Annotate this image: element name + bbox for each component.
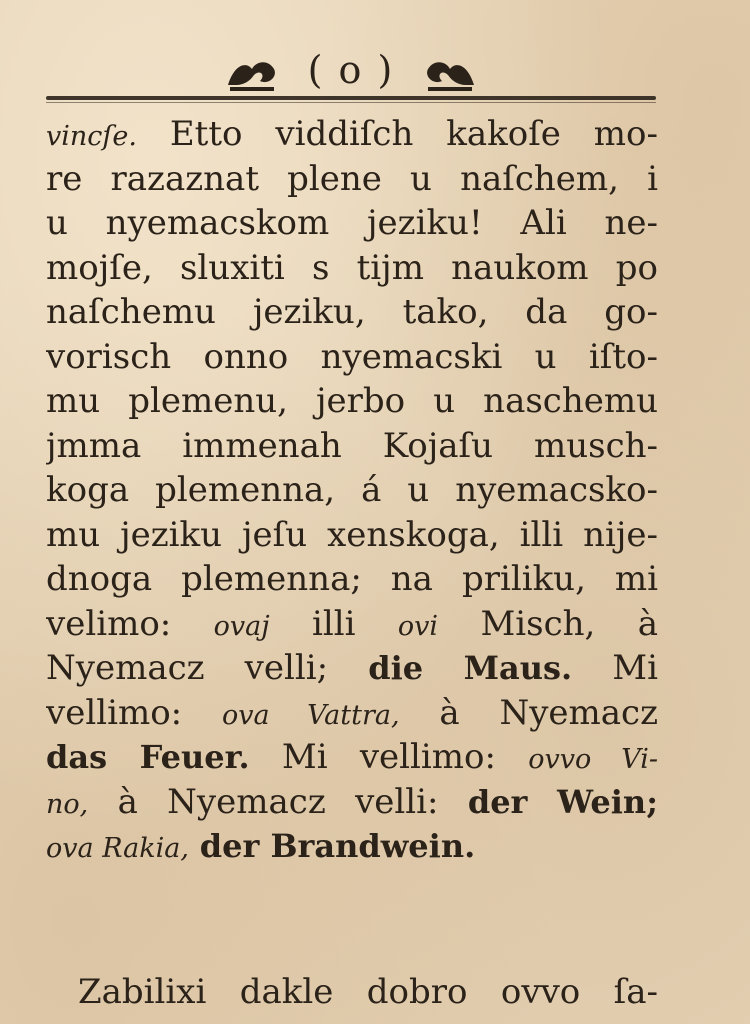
text-run: naſchemu jeziku, tako, da go- <box>46 292 658 332</box>
italic-word: ovaj <box>213 610 270 642</box>
text-run: u nyemacskom jeziku! Ali ne- <box>46 203 658 243</box>
blackletter-word: der Brandwein. <box>199 827 476 865</box>
text-run: mu jeziku jeſu xenskoga, illi nije- <box>46 514 658 555</box>
fleuron-left-icon <box>224 55 280 93</box>
page-number: ( o ) <box>307 48 395 92</box>
text-run: Mi <box>572 648 658 688</box>
next-paragraph-line: Zabilixi dakle dobro ovvo ſa- <box>78 972 658 1012</box>
text-line <box>46 290 658 335</box>
text-line <box>46 468 658 513</box>
italic-word: ova Vattra, <box>221 699 400 731</box>
text-run: Nyemacz velli; <box>46 648 369 688</box>
italic-word: no, <box>46 788 89 820</box>
text-run: jmma immenah Kojaſu musch- <box>46 425 658 466</box>
text-line <box>46 602 658 647</box>
text-run: vellimo: <box>46 692 222 733</box>
text-run: Mi vellimo: <box>249 737 529 777</box>
text-run: mu plemenu, jerbo u naschemu <box>46 381 658 421</box>
text-run: koga plemenna, á u nyemacsko- <box>46 470 658 510</box>
text-line <box>46 646 658 691</box>
text-run: vorisch onno nyemacski u iſto- <box>46 336 658 377</box>
text-line <box>46 379 658 424</box>
text-line <box>46 513 658 558</box>
header-rule <box>46 96 656 100</box>
running-header <box>46 40 656 108</box>
text-run: Misch, à <box>438 603 658 644</box>
text-line <box>46 201 658 246</box>
text-line <box>46 780 658 825</box>
text-line <box>46 246 658 291</box>
blackletter-word: das Feuer. <box>46 738 250 776</box>
text-run: velimo: <box>46 603 214 644</box>
text-run: Etto viddiſch kakoſe mo- <box>136 114 658 154</box>
text-run: illi <box>269 603 398 644</box>
blackletter-word: der Wein; <box>467 782 658 821</box>
text-line <box>46 424 658 469</box>
italic-word: vincſe. <box>46 121 137 152</box>
text-line <box>46 735 658 780</box>
fleuron-right-icon <box>422 55 478 93</box>
text-run: à Nyemacz <box>399 692 658 733</box>
text-line <box>46 824 658 869</box>
italic-word: ovi <box>397 610 439 642</box>
header-center <box>46 48 656 93</box>
text-run: re razaznat plene u naſchem, i <box>46 158 658 199</box>
italic-word: ova Rakia, <box>46 833 189 864</box>
text-line <box>46 335 658 380</box>
text-line <box>46 157 658 202</box>
text-run: dnoga plemenna; na priliku, mi <box>46 559 658 599</box>
text-line <box>46 112 658 157</box>
text-run: mojſe, sluxiti s tijm naukom po <box>46 247 658 288</box>
text-run: à Nyemacz velli: <box>88 781 468 822</box>
header-rule-thin <box>46 102 656 103</box>
text-line <box>46 691 658 736</box>
text-run <box>189 826 200 866</box>
text-line <box>46 557 658 602</box>
body-paragraph <box>46 112 658 869</box>
blackletter-word: die Maus. <box>368 649 573 687</box>
italic-word: ovvo Vi- <box>528 744 658 775</box>
